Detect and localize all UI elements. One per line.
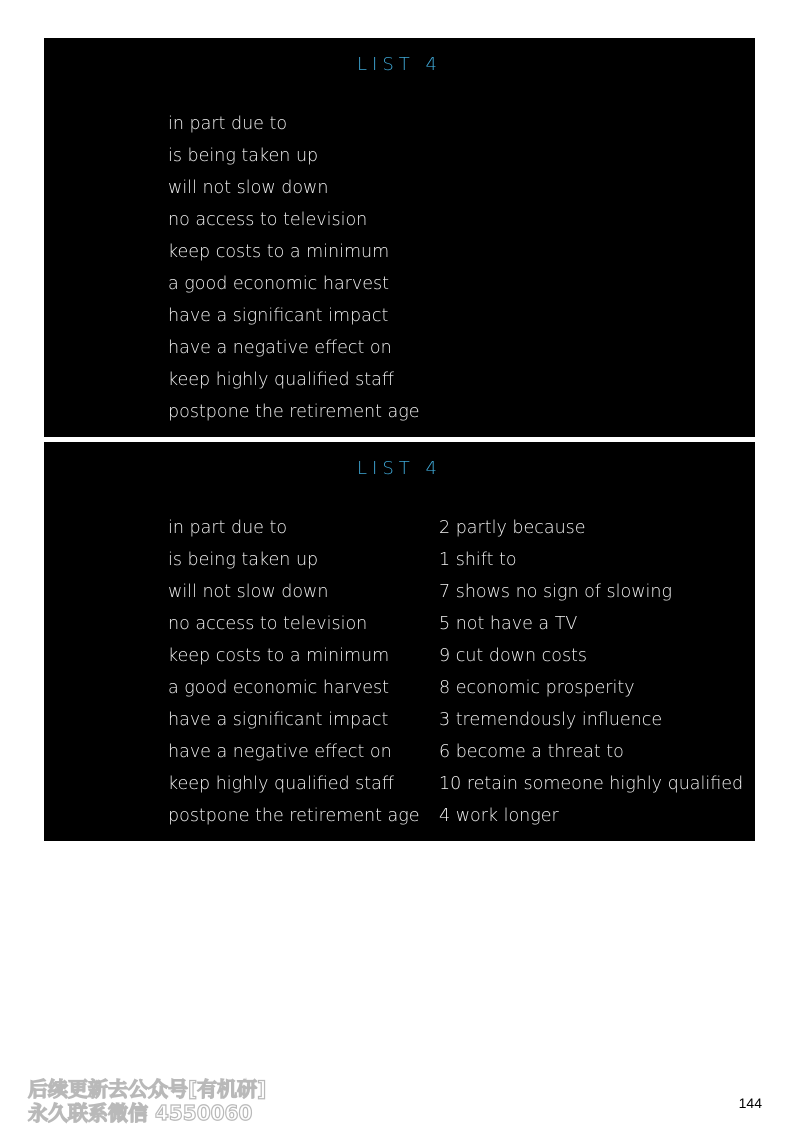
answer-item: 6 become a threat to	[439, 742, 624, 762]
watermark	[28, 1077, 266, 1125]
list-item: have a significant impact	[168, 306, 389, 326]
list-item: have a significant impact	[168, 710, 389, 730]
slide-title: LIST 4	[357, 458, 442, 479]
list-item: a good economic harvest	[168, 678, 389, 698]
answer-item: 9 cut down costs	[439, 646, 588, 666]
list-item: will not slow down	[168, 582, 329, 602]
list-item: no access to television	[168, 210, 368, 230]
list-item: in part due to	[168, 518, 288, 538]
list-item: have a negative effect on	[168, 338, 392, 358]
answer-item: 10 retain someone highly qualified	[439, 774, 744, 794]
list-item: postpone the retirement age	[168, 402, 420, 422]
list-item: a good economic harvest	[168, 274, 389, 294]
list-item: is being taken up	[168, 146, 319, 166]
phrase-list	[168, 108, 420, 428]
list-item: keep highly qualified staff	[168, 370, 394, 390]
list-item: postpone the retirement age	[168, 806, 420, 826]
list-item: keep costs to a minimum	[168, 646, 390, 666]
answer-item: 8 economic prosperity	[439, 678, 635, 698]
slide-list-4-answers	[44, 442, 755, 841]
answer-item: 4 work longer	[439, 806, 559, 826]
phrase-list	[168, 512, 420, 832]
page-number: 144	[738, 1095, 762, 1111]
slide-title: LIST 4	[357, 54, 442, 75]
list-item: will not slow down	[168, 178, 329, 198]
answer-item: 1 shift to	[439, 550, 517, 570]
list-item: keep highly qualified staff	[168, 774, 394, 794]
slide-list-4-prompts	[44, 38, 755, 437]
answer-list	[439, 512, 743, 832]
answer-item: 3 tremendously influence	[439, 710, 663, 730]
list-item: keep costs to a minimum	[168, 242, 390, 262]
list-item: no access to television	[168, 614, 368, 634]
answer-item: 7 shows no sign of slowing	[439, 582, 672, 602]
watermark-line: 后续更新去公众号[有机研]	[28, 1077, 267, 1101]
list-item: have a negative effect on	[168, 742, 392, 762]
list-item: is being taken up	[168, 550, 319, 570]
answer-item: 5 not have a TV	[439, 614, 578, 634]
watermark-line: 永久联系微信 4550060	[28, 1101, 253, 1125]
list-item: in part due to	[168, 114, 288, 134]
answer-item: 2 partly because	[439, 518, 586, 538]
